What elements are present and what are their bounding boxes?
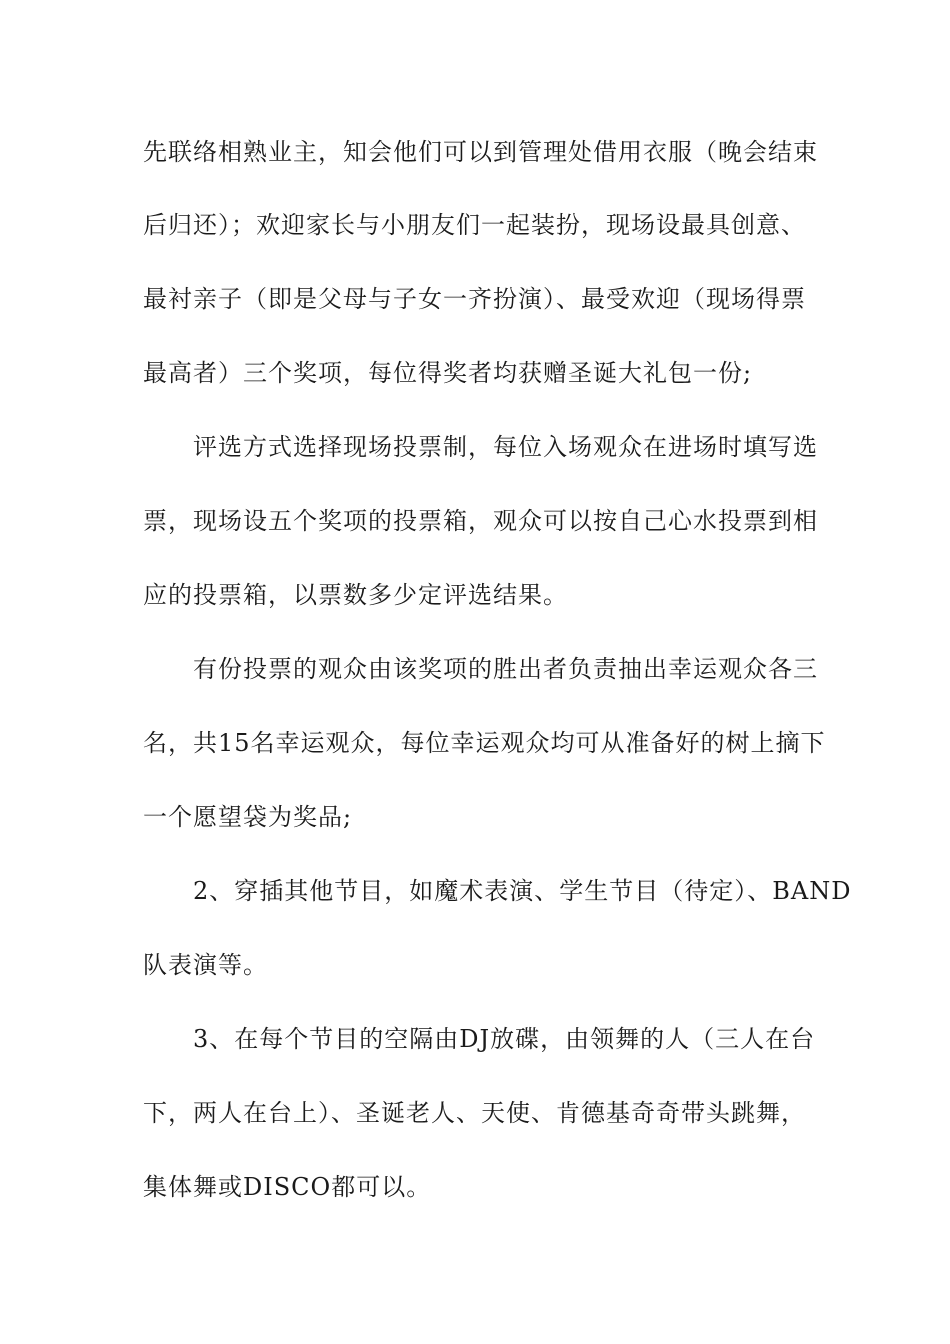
paragraph-line: 后归还）；欢迎家长与小朋友们一起装扮，现场设最具创意、	[143, 211, 806, 239]
paragraph-line: 评选方式选择现场投票制，每位入场观众在进场时填写选	[193, 433, 818, 461]
paragraph-line: 集体舞或DISCO都可以。	[143, 1173, 432, 1201]
paragraph-line: 下，两人在台上）、圣诞老人、天使、肯德基奇奇带头跳舞，	[143, 1099, 806, 1127]
paragraph-line: 应的投票箱，以票数多少定评选结果。	[143, 581, 568, 609]
paragraph-line: 有份投票的观众由该奖项的胜出者负责抽出幸运观众各三	[193, 655, 818, 683]
paragraph-line: 队表演等。	[143, 951, 268, 979]
paragraph-line: 名，共15名幸运观众，每位幸运观众均可从准备好的树上摘下	[143, 729, 826, 757]
paragraph-line: 一个愿望袋为奖品;	[143, 803, 353, 831]
paragraph-line: 票，现场设五个奖项的投票箱，观众可以按自己心水投票到相	[143, 507, 818, 535]
paragraph-line: 最衬亲子（即是父母与子女一齐扮演）、最受欢迎（现场得票	[143, 285, 806, 313]
paragraph-line: 3、在每个节目的空隔由DJ放碟，由领舞的人（三人在台	[193, 1025, 816, 1053]
paragraph-line: 2、穿插其他节目，如魔术表演、学生节目（待定）、BAND	[193, 877, 852, 905]
paragraph-line: 先联络相熟业主，知会他们可以到管理处借用衣服（晚会结束	[143, 138, 818, 166]
paragraph-line: 最高者）三个奖项，每位得奖者均获赠圣诞大礼包一份;	[143, 359, 753, 387]
